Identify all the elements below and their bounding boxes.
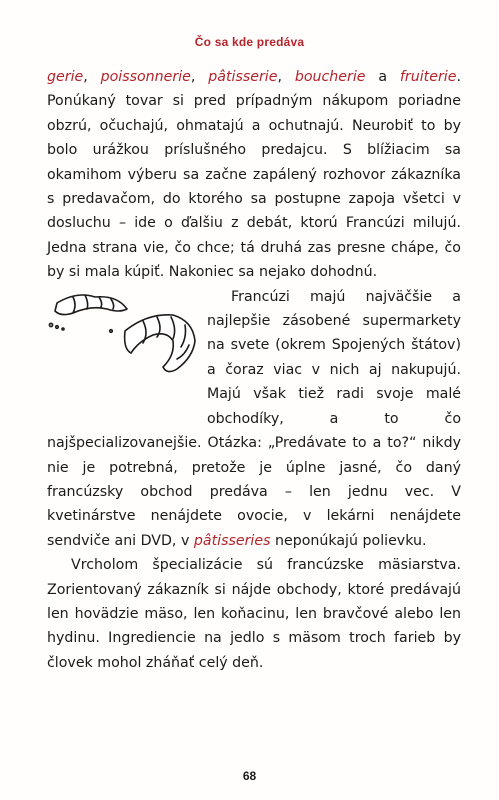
paragraph-1: gerie, poissonnerie, pâtisserie, boucherie a fruiterie. Ponúkaný tovar si pred prípadným nákupom poriadne obzrú, očuchajú, ohmatajú a ochutnajú. Neurobiť to by bolo urážkou príslušného predajcu. S blížiacim sa okamihom výberu sa začne zapálený rozhovor zákazníka s predavačom, do ktorého sa postupne zapoja všetci v dosluchu – ide o ďalšiu z debát, ktorú Francúzi milujú. Jedna strana vie, čo chce; tá druhá zas presne chápe, čo by si mala kúpiť. Nakoniec sa nejako dohodnú. <box>47 69 461 281</box>
term-gerie: gerie <box>47 69 84 85</box>
term-patisserie: pâtisserie <box>208 69 278 85</box>
body-text <box>47 65 461 675</box>
paragraph-3 <box>47 553 461 675</box>
running-head: Čo sa kde predáva <box>194 35 305 49</box>
term-fruiterie: fruiterie <box>399 69 457 85</box>
term-patisseries: pâtisseries <box>193 532 271 549</box>
term-poissonnerie: poissonnerie <box>100 69 191 85</box>
paragraph-1-text: Ponúkaný tovar si pred prípadným nákupom poriadne obzrú, očuchajú, ohmatajú a ochutnajú. Neurobiť to by bolo urážkou príslušného predajcu. S blížiacim sa okamihom výberu sa začne zapálený rozhovor zákazníka s predavačom, do ktorého sa postupne zapoja všetci v dosluchu – ide o ďalšiu z debát, ktorú Francúzi milujú. Jedna strana vie, čo chce; tá druhá zas presne chápe, čo by si mala kúpiť. Nakoniec sa nejako dohodnú. <box>47 93 461 281</box>
croissants-illustration <box>47 291 199 411</box>
paragraph-2 <box>47 285 461 553</box>
term-boucherie: boucherie <box>294 69 366 85</box>
page-number: 68 <box>242 769 257 783</box>
paragraph-3-text: Vrcholom špecializácie sú francúzske mäsiarstva. Zorientovaný zákazník si nájde obchody, ktoré predávajú len hovädzie mäso, len koňacinu, len bravčové alebo len hydinu. Ingrediencie na jedlo s mäsom troch farieb by človek mohol zháňať celý deň. <box>47 557 461 671</box>
paragraph-2-text: Francúzi majú najväčšie a najlepšie zásobené supermarkety na svete (okrem Spojených štátov) a čoraz viac v nich aj nakupujú. Majú však tiež radi svoje malé obchodíky, a to čo najšpecializovanejšie. Otázka: „Predávate to a to?“ nikdy nie je potrebná, pretože je úplne jasné, čo daný francúzsky obchod predáva – len jednu vec. V kvetinárstve nenájdete ovocie, v lekárni nenájdete sendviče ani DVD, v <box>47 288 461 549</box>
paragraph-2-end: neponúkajú polievku. <box>270 532 427 549</box>
